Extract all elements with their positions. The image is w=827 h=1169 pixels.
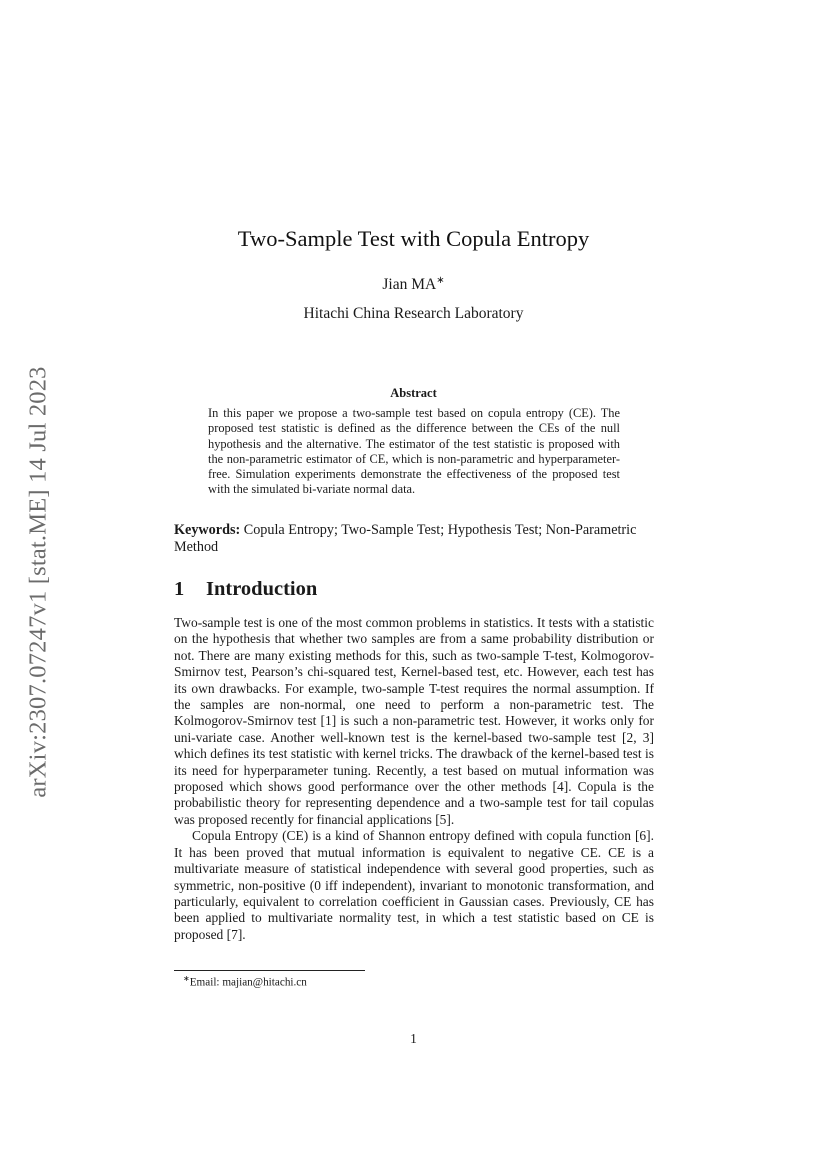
section-heading <box>174 578 317 601</box>
section-number: 1 <box>174 578 185 600</box>
arxiv-identifier-stamp <box>22 366 56 798</box>
keywords-text: Copula Entropy; Two-Sample Test; Hypothesis Test; Non-Parametric Method <box>174 522 637 555</box>
abstract-text: In this paper we propose a two-sample test based on copula entropy (CE). The proposed test statistic is defined as the difference between the CEs of the null hypothesis and the alternative. The estimator of the test statistic is proposed with the non-parametric estimator of CE, which is non-parametric and hyperparameter-free. Simulation experiments demonstrate the effectiveness of the proposed test with the simulated bi-variate normal data. <box>208 406 620 497</box>
abstract-heading: Abstract <box>390 386 437 400</box>
keywords <box>174 522 660 556</box>
footnote-text: Email: majian@hitachi.cn <box>189 976 307 989</box>
section-body <box>174 615 654 943</box>
footnote-mark: ∗ <box>183 974 190 983</box>
page-number: 1 <box>410 1031 417 1046</box>
paragraph: Copula Entropy (CE) is a kind of Shannon entropy defined with copula function [6]. It has been proved that mutual information is equivalent to negative CE. CE is a multivariate measure of statistical independence with several good properties, such as symmetric, non-positive (0 iff independent), invariant to monotonic transformation, and particularly, equivalent to correlation coefficient in Gaussian cases. Previously, CE has been applied to multivariate normality test, in which a test statistic based on CE is proposed [7]. <box>174 828 654 942</box>
keywords-label: Keywords: <box>174 522 241 538</box>
section-title: Introduction <box>206 578 318 600</box>
author-line <box>0 275 827 294</box>
footnote-divider <box>174 970 365 971</box>
paragraph: Two-sample test is one of the most common problems in statistics. It tests with a statistic on the hypothesis that whether two samples are from a same probability distribution or not. There are many existing methods for this, such as two-sample T-test, Kolmogorov-Smirnov test, Pearson’s chi-squared test, Kernel-based test, etc. However, each test has its own drawbacks. For example, two-sample T-test requires the normal assumption. If the samples are non-normal, one need to perform a non-parametric test. The Kolmogorov-Smirnov test [1] is such a non-parametric test. However, it works only for uni-variate case. Another well-known test is the kernel-based two-sample test [2, 3] which defines its test statistic with kernel tricks. The drawback of the kernel-based test is its need for hyperparameter tuning. Recently, a test based on mutual information was proposed which shows good performance over the other methods [4]. Copula is the probabilistic theory for representing dependence and a two-sample test for tail copulas was proposed recently for financial applications [5]. <box>174 615 654 827</box>
paper-title: Two-Sample Test with Copula Entropy <box>237 226 590 251</box>
author-footnote-mark[interactable]: ∗ <box>436 275 445 286</box>
author-name: Jian MA <box>382 276 437 294</box>
affiliation: Hitachi China Research Laboratory <box>303 305 524 322</box>
arxiv-id-text: arXiv:2307.07247v1 [stat.ME] 14 Jul 2023 <box>25 366 52 798</box>
footnote <box>183 974 307 989</box>
